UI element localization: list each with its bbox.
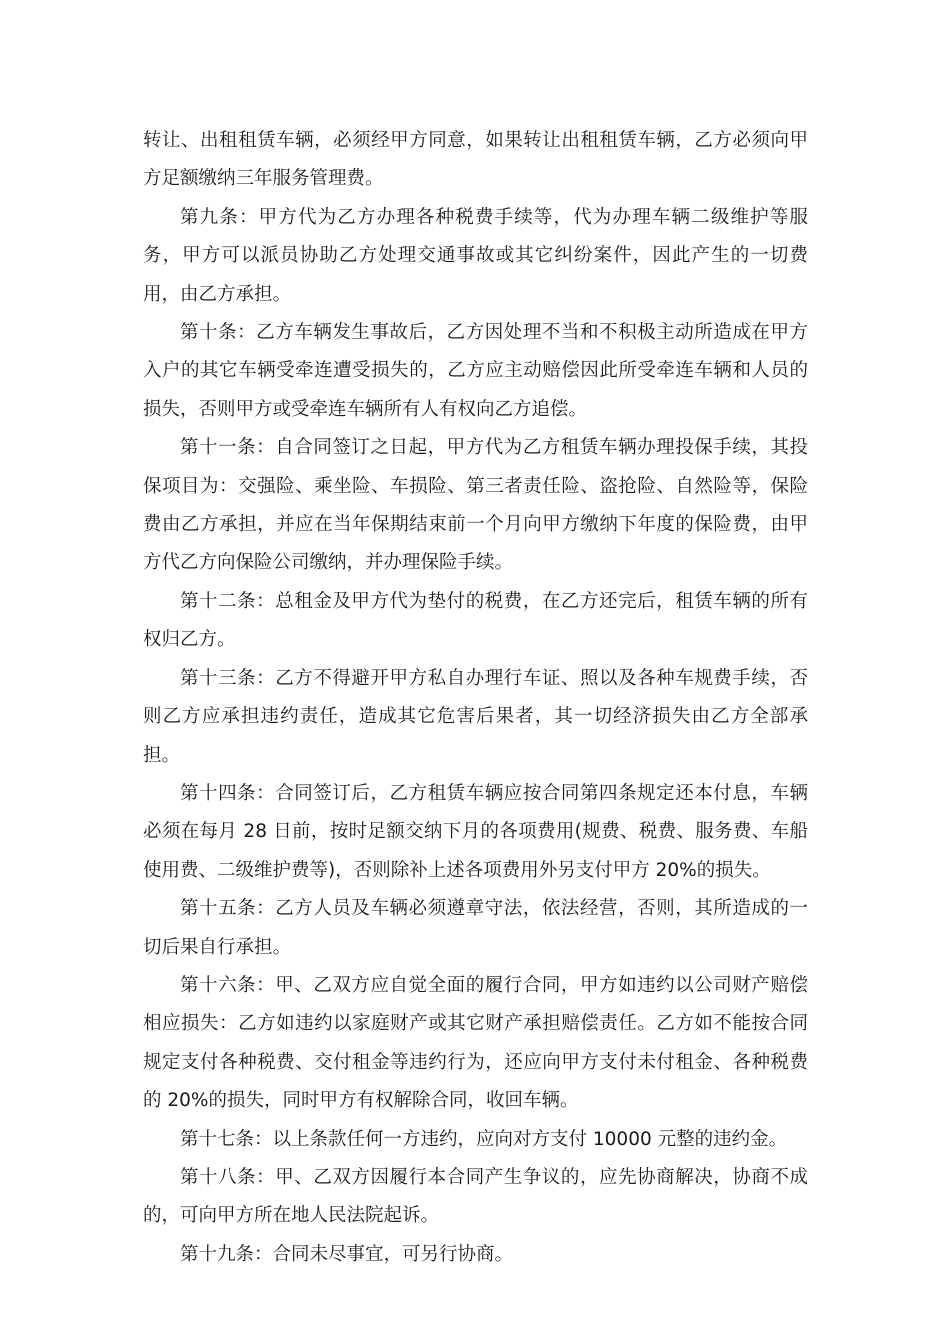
article-15: 第十五条：乙方人员及车辆必须遵章守法，依法经营，否则，其所造成的一切后果自行承担。: [143, 898, 808, 958]
article-10: 第十条：乙方车辆发生事故后，乙方因处理不当和不积极主动所造成在甲方入户的其它车辆受牵连遭受损失的，乙方应主动赔偿因此所受牵连车辆和人员的损失，否则甲方或受牵连车辆所有人有权向乙方追偿。: [143, 322, 808, 420]
paragraph-continuation: 转让、出租租赁车辆，必须经甲方同意，如果转让出租租赁车辆，乙方必须向甲方足额缴纳三年服务管理费。: [143, 130, 808, 190]
article-16: 第十六条：甲、乙双方应自觉全面的履行合同，甲方如违约以公司财产赔偿相应损失：乙方如违约以家庭财产或其它财产承担赔偿责任。乙方如不能按合同规定支付各种税费、交付租金等违约行为，还应向甲方支付未付租金、各种税费的 20%的损失，同时甲方有权解除合同，收回车辆。: [143, 974, 808, 1112]
article-9: 第九条：甲方代为乙方办理各种税费手续等，代为办理车辆二级维护等服务，甲方可以派员协助乙方处理交通事故或其它纠纷案件，因此产生的一切费用，由乙方承担。: [143, 206, 808, 305]
article-17: 第十七条：以上条款任何一方违约，应向对方支付 10000 元整的违约金。: [180, 1128, 788, 1150]
article-11: 第十一条：自合同签订之日起，甲方代为乙方租赁车辆办理投保手续，其投保项目为：交强险、乘坐险、车损险、第三者责任险、盗抢险、自然险等，保险费由乙方承担，并应在当年保期结束前一个月向甲方缴纳下年度的保险费，由甲方代乙方向保险公司缴纳，并办理保险手续。: [143, 437, 808, 574]
article-12: 第十二条：总租金及甲方代为垫付的税费，在乙方还完后，租赁车辆的所有权归乙方。: [143, 590, 808, 651]
article-18: 第十八条：甲、乙双方因履行本合同产生争议的，应先协商解决，协商不成的，可向甲方所在地人民法院起诉。: [143, 1166, 808, 1227]
article-13: 第十三条：乙方不得避开甲方私自办理行车证、照以及各种车规费手续，否则乙方应承担违约责任，造成其它危害后果者，其一切经济损失由乙方全部承担。: [143, 667, 808, 766]
document-body: [143, 122, 808, 1274]
article-19: 第十九条：合同未尽事宜，可另行协商。: [180, 1243, 514, 1265]
article-14: 第十四条：合同签订后，乙方租赁车辆应按合同第四条规定还本付息，车辆必须在每月 28 日前，按时足额交纳下月的各项费用(规费、税费、服务费、车船使用费、二级维护费等)，否则除补上述各项费用外另支付甲方 20%的损失。: [143, 782, 808, 881]
